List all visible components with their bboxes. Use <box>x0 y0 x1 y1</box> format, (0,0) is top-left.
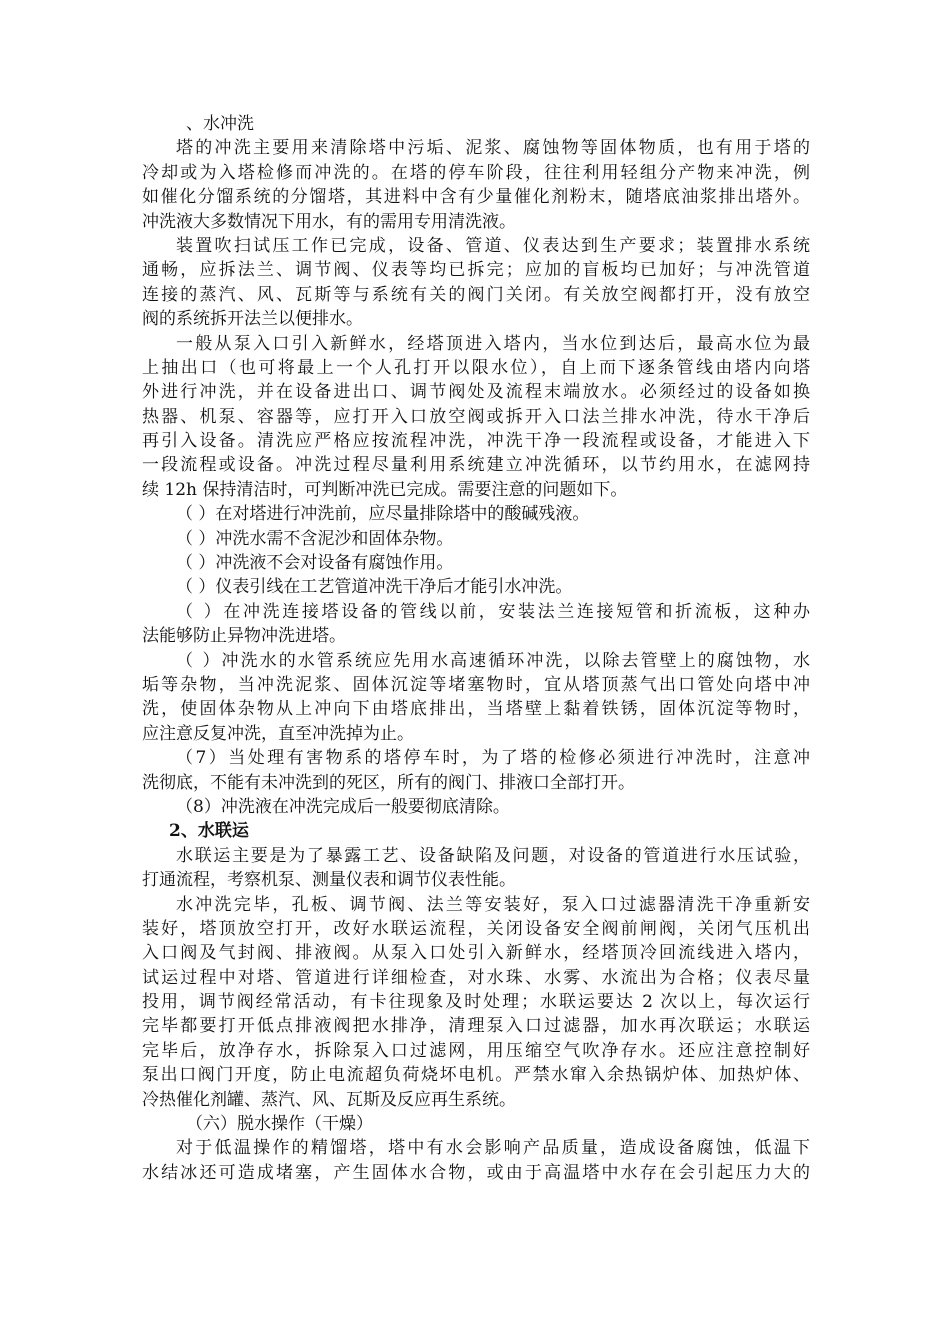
text-line: 试运过程中对塔、管道进行详细检查，对水珠、水雾、水流出为合格；仪表尽量 <box>142 967 810 988</box>
text-line: 装置吹扫试压工作已完成，设备、管道、仪表达到生产要求；装置排水系统 <box>176 235 810 256</box>
text-line: 垢等杂物，当冲洗泥浆、固体沉淀等堵塞物时，宜从塔顶蒸气出口管处向塔中冲 <box>142 674 810 695</box>
list-item: （ ）冲洗液不会对设备有腐蚀作用。 <box>176 553 454 574</box>
text-line: 通畅，应拆法兰、调节阀、仪表等均已拆完；应加的盲板均已加好；与冲洗管道 <box>142 260 810 281</box>
text-line: 如催化分馏系统的分馏塔，其进料中含有少量催化剂粉末，随塔底油浆排出塔外。 <box>142 187 810 208</box>
text-line: 阀的系统拆开法兰以便排水。 <box>142 309 363 330</box>
text-line: 冷热催化剂罐、蒸汽、风、瓦斯及反应再生系统。 <box>142 1089 516 1110</box>
text-line: 泵出口阀门开度，防止电流超负荷烧坏电机。严禁水窜入余热锅炉体、加热炉体、 <box>142 1065 810 1086</box>
text-line: 再引入设备。清洗应严格应按流程冲洗，冲洗干净一段流程或设备，才能进入下 <box>142 431 810 452</box>
text-line: 热器、机泵、容器等，应打开入口放空阀或拆开入口法兰排水冲洗，待水干净后 <box>142 406 810 427</box>
list-item <box>142 600 810 649</box>
text-line: 洗，使固体杂物从上冲向下由塔底排出，当塔壁上黏着铁锈，固体沉淀等物时， <box>142 699 810 720</box>
text-line: 对于低温操作的精馏塔，塔中有水会影响产品质量，造成设备腐蚀，低温下 <box>176 1138 810 1159</box>
text-line: 投用，调节阀经常活动，有卡往现象及时处理；水联运要达 2 次以上，每次运行 <box>142 992 810 1013</box>
paragraph-flush-purpose <box>142 136 810 234</box>
section-heading-water-flush: 、水冲洗 <box>186 114 254 134</box>
text-line: （ ）在冲洗连接塔设备的管线以前，安装法兰连接短管和折流板，这种办 <box>176 601 810 622</box>
text-line: 冷却或为入塔检修而冲洗的。在塔的停车阶段，往往利用轻组分产物来冲洗，例 <box>142 162 810 183</box>
paragraph-flush-preconditions <box>142 234 810 332</box>
section-heading-water-run: 2、水联运 <box>169 821 249 842</box>
document-body <box>142 112 810 1185</box>
text-line: 冲洗液大多数情况下用水，有的需用专用清洗液。 <box>142 211 516 232</box>
paragraph-flush-procedure <box>142 332 810 503</box>
text-line: 完毕都要打开低点排液阀把水排净，清理泵入口过滤器，加水再次联运；水联运 <box>142 1016 810 1037</box>
text-line: 塔的冲洗主要用来清除塔中污垢、泥浆、腐蚀物等固体物质，也有用于塔的 <box>176 138 810 159</box>
text-line: 洗彻底，不能有未冲洗到的死区，所有的阀门、排液口全部打开。 <box>142 772 635 793</box>
list-item: （ ）仪表引线在工艺管道冲洗干净后才能引水冲洗。 <box>176 577 573 598</box>
text-line: 一段流程或设备。冲洗过程尽量利用系统建立冲洗循环，以节约用水，在滤网持 <box>142 455 810 476</box>
text-line: （7）当处理有害物系的塔停车时，为了塔的检修必须进行冲洗时，注意冲 <box>176 748 810 769</box>
text-line: 外进行冲洗，并在设备进出口、调节阀处及流程末端放水。必须经过的设备如换 <box>142 382 810 403</box>
paragraph-water-run-purpose <box>142 844 810 893</box>
text-line: 水冲洗完毕，孔板、调节阀、法兰等安装好，泵入口过滤器清洗干净重新安 <box>176 894 810 915</box>
text-line: 打通流程，考察机泵、测量仪表和调节仪表性能。 <box>142 870 516 891</box>
text-line: 应注意反复冲洗，直至冲洗掉为止。 <box>142 723 414 744</box>
section-heading-dehydration: （六）脱水操作（干燥） <box>186 1114 373 1135</box>
list-item: （8）冲洗液在冲洗完成后一般要彻底清除。 <box>176 796 510 817</box>
text-line: 一般从泵入口引入新鲜水，经塔顶进入塔内，当水位到达后，最高水位为最 <box>176 333 810 354</box>
text-line: 入口阀及气封阀、排液阀。从泵入口处引入新鲜水，经塔顶冷回流线进入塔内， <box>142 943 810 964</box>
text-line: 装好，塔顶放空打开，改好水联运流程，关闭设备安全阀前闸阀，关闭气压机出 <box>142 918 810 939</box>
text-line: 完毕后，放净存水，拆除泵入口过滤网，用压缩空气吹净存水。还应注意控制好 <box>142 1040 810 1061</box>
text-line: 续 12h 保持清洁时，可判断冲洗已完成。需要注意的问题如下。 <box>142 479 628 500</box>
list-item: （ ）冲洗水需不含泥沙和固体杂物。 <box>176 528 454 549</box>
list-item <box>142 649 810 747</box>
text-line: 水联运主要是为了暴露工艺、设备缺陷及问题，对设备的管道进行水压试验， <box>176 845 810 866</box>
list-item: （ ）在对塔进行冲洗前，应尽量排除塔中的酸碱残液。 <box>176 504 590 525</box>
text-line: 连接的蒸汽、风、瓦斯等与系统有关的阀门关闭。有关放空阀都打开，没有放空 <box>142 284 810 305</box>
list-item <box>142 746 810 795</box>
paragraph-water-run-procedure <box>142 893 810 1113</box>
text-line: 水结冰还可造成堵塞，产生固体水合物，或由于高温塔中水存在会引起压力大的 <box>142 1162 810 1183</box>
paragraph-dehydration <box>142 1136 810 1185</box>
text-line: （ ）冲洗水的水管系统应先用水高速循环冲洗，以除去管壁上的腐蚀物，水 <box>176 650 810 671</box>
flush-notes-list <box>142 502 810 819</box>
text-line: 法能够防止异物冲洗进塔。 <box>142 626 346 647</box>
text-line: 上抽出口（也可将最上一个人孔打开以限水位），自上而下逐条管线由塔内向塔 <box>142 357 810 378</box>
